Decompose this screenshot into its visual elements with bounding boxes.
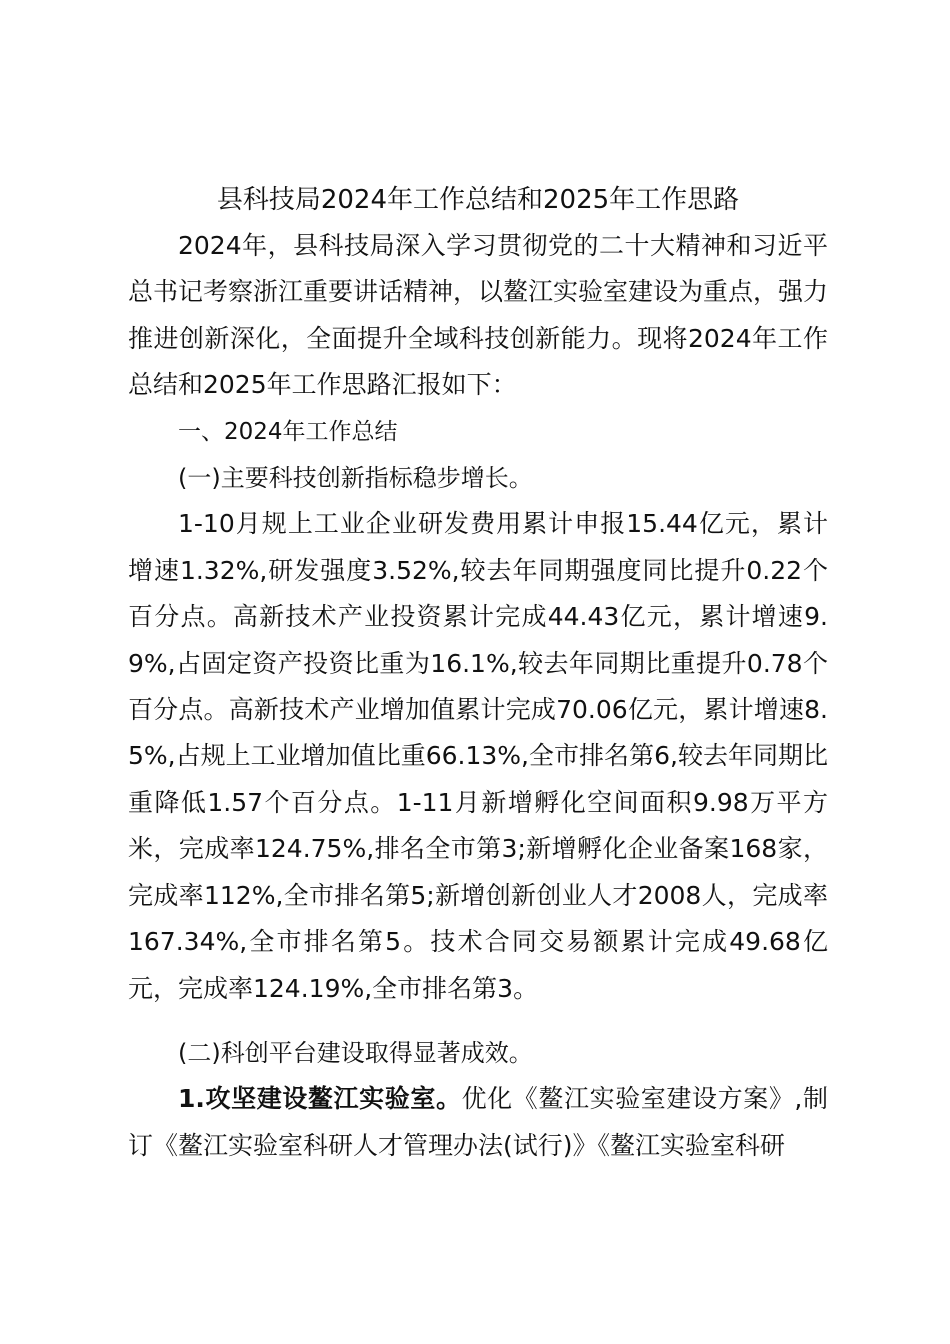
indicators-paragraph: 1-10月规上工业企业研发费用累计申报15.44亿元，累计增速1.32%,研发强度3.52%,较去年同期强度同比提升0.22个百分点。高新技术产业投资累计完成44.43亿元，累计增速9.9%,占固定资产投资比重为16.1%,较去年同期比重提升0.78个百分点。高新技术产业增加值累计完成70.06亿元，累计增速8.5%,占规上工业增加值比重66.13%,全市排名第6,较去年同期比重降低1.57个百分点。1-11月新增孵化空间面积9.98万平方米，完成率124.75%,排名全市第3;新增孵化企业备案168家，完成率112%,全市排名第5;新增创新创业人才2008人，完成率167.34%,全市排名第5。技术合同交易额累计完成49.68亿元，完成率124.19%,全市排名第3。 (128, 509, 828, 1003)
item-body-text: 优化《鳌江实验室建设方案》,制订《鳌江实验室科研人才管理办法(试行)》《鳌江实验室科研 (128, 1084, 828, 1160)
item-lead-text: 1.攻坚建设鳌江实验室。 (178, 1084, 462, 1114)
section-heading-work-summary: 一、2024年工作总结 (178, 418, 398, 445)
subsection-heading-indicators: (一)主要科技创新指标稳步增长。 (178, 464, 533, 493)
document-body (128, 177, 828, 1169)
subsection-heading-platforms: (二)科创平台建设取得显著成效。 (178, 1038, 533, 1067)
platform-item-paragraph (128, 1076, 828, 1169)
intro-paragraph: 2024年，县科技局深入学习贯彻党的二十大精神和习近平总书记考察浙江重要讲话精神，以鳌江实验室建设为重点，强力推进创新深化，全面提升全域科技创新能力。现将2024年工作总结和2025年工作思路汇报如下： (128, 231, 829, 400)
document-title: 县科技局2024年工作总结和2025年工作思路 (216, 185, 740, 215)
